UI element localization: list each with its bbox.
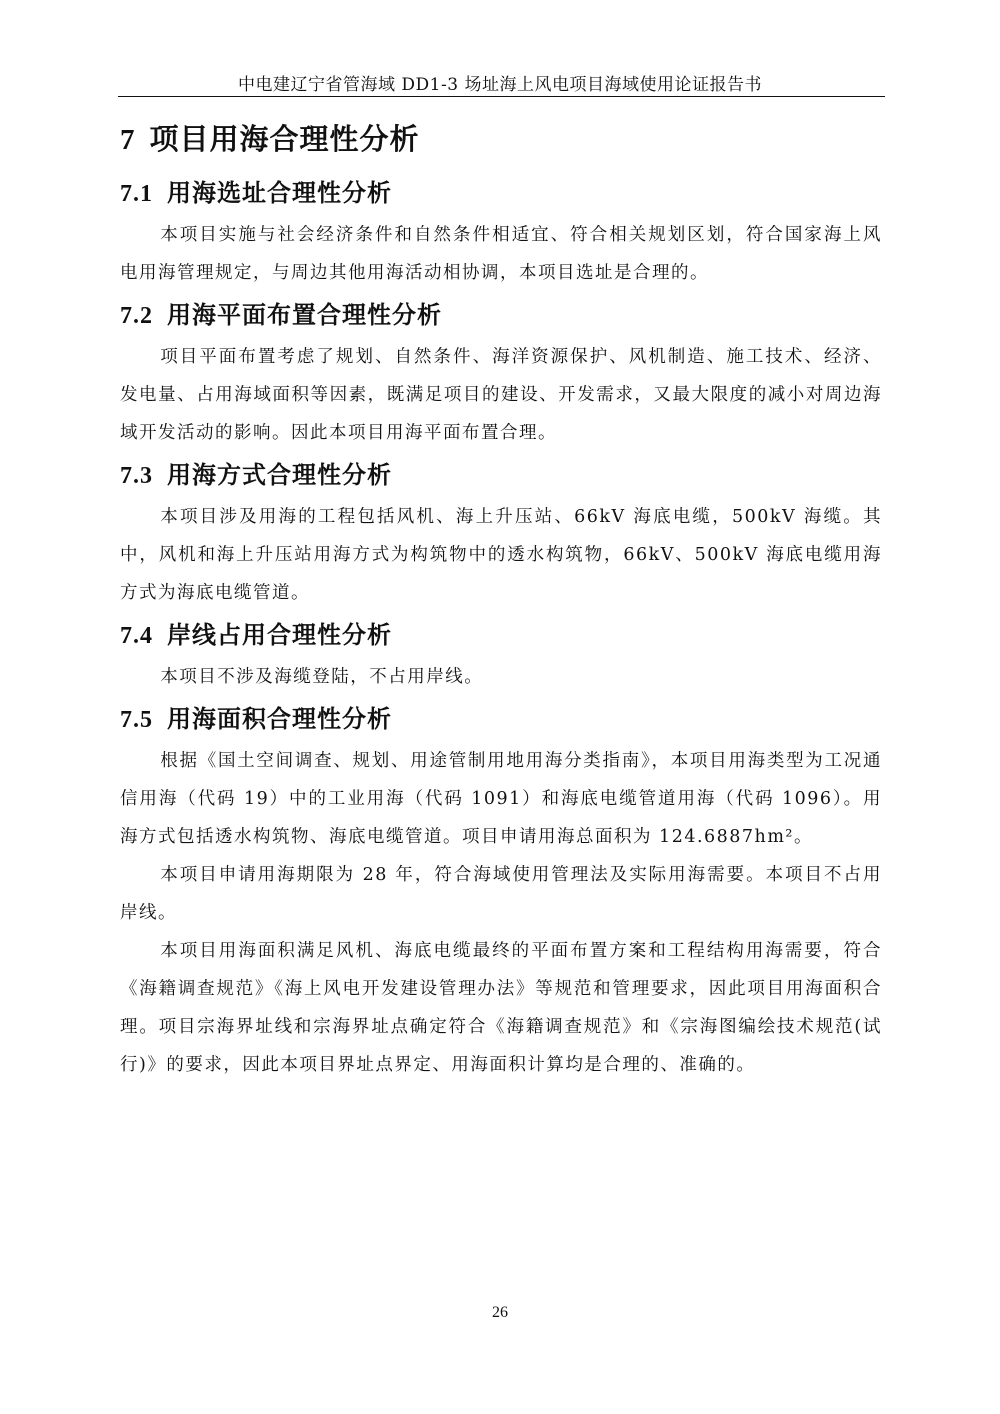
section-heading: [120, 292, 882, 338]
page-content: [120, 114, 882, 1084]
paragraph: 本项目用海面积满足风机、海底电缆最终的平面布置方案和工程结构用海需要，符合《海籍调查规范》《海上风电开发建设管理办法》等规范和管理要求，因此项目用海面积合理。项目宗海界址线和宗海界址点确定符合《海籍调查规范》和《宗海图编绘技术规范(试行)》的要求，因此本项目界址点界定、用海面积计算均是合理的、准确的。: [120, 941, 882, 1075]
paragraph: 项目平面布置考虑了规划、自然条件、海洋资源保护、风机制造、施工技术、经济、发电量、占用海域面积等因素，既满足项目的建设、开发需求，又最大限度的减小对周边海域开发活动的影响。因此本项目用海平面布置合理。: [120, 347, 882, 443]
section-title: 岸线占用合理性分析: [167, 621, 392, 649]
section-heading: [120, 612, 882, 658]
section-7-5: [120, 696, 882, 1084]
page-number: 26: [492, 1304, 508, 1321]
section-7-2: [120, 292, 882, 452]
section-title: 用海选址合理性分析: [167, 179, 392, 207]
paragraph: 本项目实施与社会经济条件和自然条件相适宜、符合相关规划区划，符合国家海上风电用海管理规定，与周边其他用海活动相协调，本项目选址是合理的。: [120, 225, 882, 283]
chapter-number: 7: [120, 124, 136, 156]
section-number: 7.4: [120, 623, 153, 649]
section-title: 用海方式合理性分析: [167, 461, 392, 489]
section-heading: [120, 452, 882, 498]
section-7-3: [120, 452, 882, 612]
section-heading: [120, 696, 882, 742]
section-heading: [120, 170, 882, 216]
section-7-4: [120, 612, 882, 696]
paragraph: 根据《国土空间调查、规划、用途管制用地用海分类指南》，本项目用海类型为工况通信用海（代码 19）中的工业用海（代码 1091）和海底电缆管道用海（代码 1096）。用海方式包括透水构筑物、海底电缆管道。项目申请用海总面积为 124.6887hm²。: [120, 751, 882, 847]
section-title: 用海平面布置合理性分析: [167, 301, 442, 329]
paragraph: 本项目涉及用海的工程包括风机、海上升压站、66kV 海底电缆，500kV 海缆。其中，风机和海上升压站用海方式为构筑物中的透水构筑物，66kV、500kV 海底电缆用海方式为海底电缆管道。: [120, 507, 882, 603]
chapter-heading: [120, 114, 882, 164]
running-header: 中电建辽宁省管海域 DD1-3 场址海上风电项目海域使用论证报告书: [238, 75, 762, 95]
chapter-title: 项目用海合理性分析: [149, 122, 420, 156]
section-7-1: [120, 170, 882, 292]
header-rule: [118, 96, 885, 97]
paragraph: 本项目申请用海期限为 28 年，符合海域使用管理法及实际用海需要。本项目不占用岸线。: [120, 865, 882, 923]
paragraph: 本项目不涉及海缆登陆，不占用岸线。: [160, 667, 484, 687]
section-number: 7.2: [120, 303, 153, 329]
section-number: 7.1: [120, 181, 153, 207]
section-number: 7.5: [120, 707, 153, 733]
section-number: 7.3: [120, 463, 153, 489]
section-title: 用海面积合理性分析: [167, 705, 392, 733]
